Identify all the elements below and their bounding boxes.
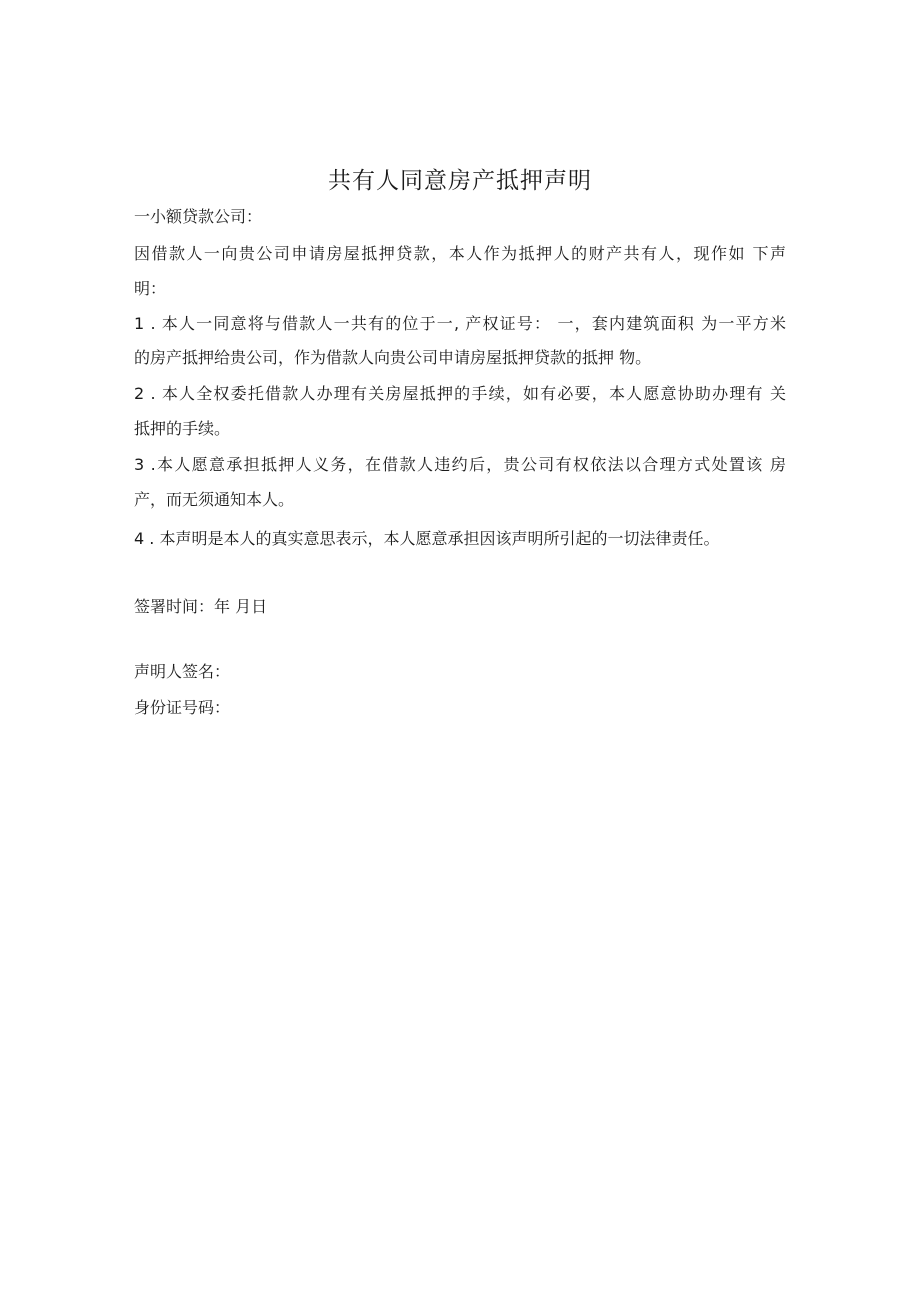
sign-date: 签署时间：年 月日 xyxy=(134,597,268,616)
id-number-label: 身份证号码： xyxy=(134,698,231,717)
document-title: 共有人同意房产抵押声明 xyxy=(328,168,592,194)
signer-label: 声明人签名： xyxy=(134,662,231,681)
item-1-line-2: 的房产抵押给贵公司，作为借款人向贵公司申请房屋抵押贷款的抵押 物。 xyxy=(134,348,652,367)
item-4-line-1: 4 . 本声明是本人的真实意思表示，本人愿意承担因该声明所引起的一切法律责任。 xyxy=(134,529,720,548)
intro-line-1: 因借款人一向贵公司申请房屋抵押贷款，本人作为抵押人的财产共有人，现作如 下声 xyxy=(134,244,786,263)
item-1-line-1: 1 . 本人一同意将与借款人一共有的位于一, 产权证号： 一，套内建筑面积 为一平方米 xyxy=(134,314,786,333)
intro-line-2: 明： xyxy=(134,279,167,298)
item-3-line-2: 产，而无须通知本人。 xyxy=(134,490,295,509)
salutation: 一小额贷款公司： xyxy=(134,207,263,226)
item-2-line-1: 2 . 本人全权委托借款人办理有关房屋抵押的手续，如有必要，本人愿意协助办理有 关 xyxy=(134,384,786,403)
item-2-line-2: 抵押的手续。 xyxy=(134,419,231,438)
item-3-line-1: 3 .本人愿意承担抵押人义务，在借款人违约后，贵公司有权依法以合理方式处置该 房 xyxy=(134,455,786,474)
